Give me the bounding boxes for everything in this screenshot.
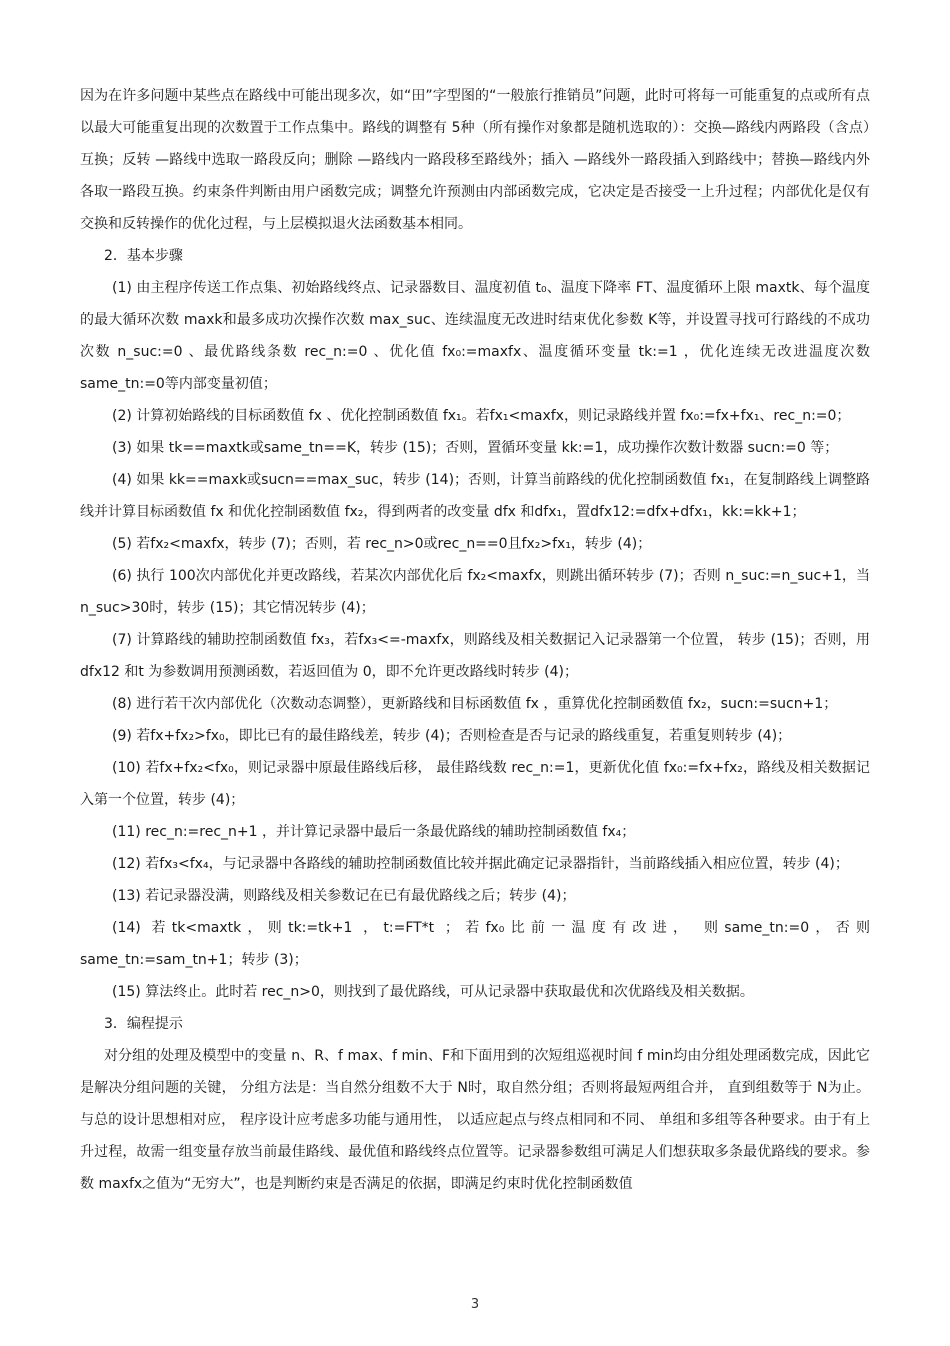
- step-5: (5) 若fx₂<maxfx，转步 (7)；否则，若 rec_n>0或rec_n==0且fx₂>fx₁，转步 (4)；: [112, 536, 652, 552]
- step-12: (12) 若fx₃<fx₄，与记录器中各路线的辅助控制函数值比较并据此确定记录器指针，当前路线插入相应位置，转步 (4)；: [112, 856, 849, 872]
- heading-programming-tips: 3．编程提示: [104, 1016, 183, 1032]
- step-1: (1) 由主程序传送工作点集、初始路线终点、记录器数目、温度初值 t₀、温度下降率 FT、温度循环上限 maxtk、每个温度的最大循环次数 maxk和最多成功次操作次数 max_suc、连续温度无改进时结束优化参数 K等，并设置寻找可行路线的不成功次数 n_suc:=0 、最优路线条数 rec_n:=0 、优化值 fx₀:=maxfx、温度循环变量 tk:=1 ，优化连续无改进温度次数 same_tn:=0等内部变量初值；: [80, 280, 870, 392]
- paragraph-programming-tips: 对分组的处理及模型中的变量 n、R、f max、f min、F和下面用到的次短组巡视时间 f min均由分组处理函数完成，因此它是解决分组问题的关键， 分组方法是：当自然分组数不大于 N时，取自然分组；否则将最短两组合并， 直到组数等于 N为止。与总的设计思想相对应， 程序设计应考虑多功能与通用性， 以适应起点与终点相同和不同、 单组和多组等各种要求。由于有上升过程，故需一组变量存放当前最佳路线、最优值和路线终点位置等。记录器参数组可满足人们想获取多条最优路线的要求。参数 maxfx之值为“无穷大”，也是判断约束是否满足的依据，即满足约束时优化控制函数值: [80, 1048, 870, 1192]
- heading-basic-steps: 2．基本步骤: [104, 248, 183, 264]
- step-9: (9) 若fx+fx₂>fx₀，即比已有的最佳路线差，转步 (4)；否则检查是否与记录的路线重复，若重复则转步 (4)；: [112, 728, 792, 744]
- step-10: (10) 若fx+fx₂<fx₀，则记录器中原最佳路线后移， 最佳路线数 rec_n:=1，更新优化值 fx₀:=fx+fx₂，路线及相关数据记入第一个位置，转步 (4)；: [80, 760, 870, 808]
- step-6: (6) 执行 100次内部优化并更改路线，若某次内部优化后 fx₂<maxfx，则跳出循环转步 (7)；否则 n_suc:=n_suc+1，当 n_suc>30时，转步 (15)；其它情况转步 (4)；: [80, 568, 870, 616]
- step-13: (13) 若记录器没满，则路线及相关参数记在已有最优路线之后；转步 (4)；: [112, 888, 576, 904]
- paragraph-route-adjustment: 因为在许多问题中某些点在路线中可能出现多次，如“田”字型图的“一般旅行推销员”问题，此时可将每一可能重复的点或所有点以最大可能重复出现的次数置于工作点集中。路线的调整有 5种（所有操作对象都是随机选取的）：交换—路线内两路段（含点）互换；反转 —路线中选取一路段反向；删除 —路线内一路段移至路线外；插入 —路线外一路段插入到路线中；替换—路线内外各取一路段互换。约束条件判断由用户函数完成；调整允许预测由内部函数完成，它决定是否接受一上升过程；内部优化是仅有交换和反转操作的优化过程，与上层模拟退火法函数基本相同。: [80, 88, 870, 232]
- step-11: (11) rec_n:=rec_n+1 ，并计算记录器中最后一条最优路线的辅助控制函数值 fx₄；: [112, 824, 636, 840]
- body-text: [80, 80, 870, 1200]
- step-15: (15) 算法终止。此时若 rec_n>0，则找到了最优路线，可从记录器中获取最优和次优路线及相关数据。: [112, 984, 754, 1000]
- step-14: (14) 若tk<maxtk，则tk:=tk+1 ，t:=FT*t ；若fx₀比前一温度有改进， 则same_tn:=0，否则 same_tn:=sam_tn+1；转步 (3)；: [80, 920, 870, 968]
- step-4: (4) 如果 kk==maxk或sucn==max_suc，转步 (14)；否则，计算当前路线的优化控制函数值 fx₁，在复制路线上调整路线并计算目标函数值 fx 和优化控制函数值 fx₂，得到两者的改变量 dfx 和dfx₁，置dfx12:=dfx+dfx₁，kk:=kk+1；: [80, 472, 870, 520]
- step-8: (8) 进行若干次内部优化（次数动态调整），更新路线和目标函数值 fx ，重算优化控制函数值 fx₂，sucn:=sucn+1；: [112, 696, 838, 712]
- step-2: (2) 计算初始路线的目标函数值 fx 、优化控制函数值 fx₁。若fx₁<maxfx，则记录路线并置 fx₀:=fx+fx₁、rec_n:=0；: [112, 408, 851, 424]
- step-7: (7) 计算路线的辅助控制函数值 fx₃，若fx₃<=-maxfx，则路线及相关数据记入记录器第一个位置， 转步 (15)；否则，用 dfx12 和t 为参数调用预测函数，若返回值为 0，即不允许更改路线时转步 (4)；: [80, 632, 870, 680]
- page-number: 3: [470, 1297, 480, 1312]
- step-3: (3) 如果 tk==maxtk或same_tn==K，转步 (15)；否则，置循环变量 kk:=1，成功操作次数计数器 sucn:=0 等；: [112, 440, 839, 456]
